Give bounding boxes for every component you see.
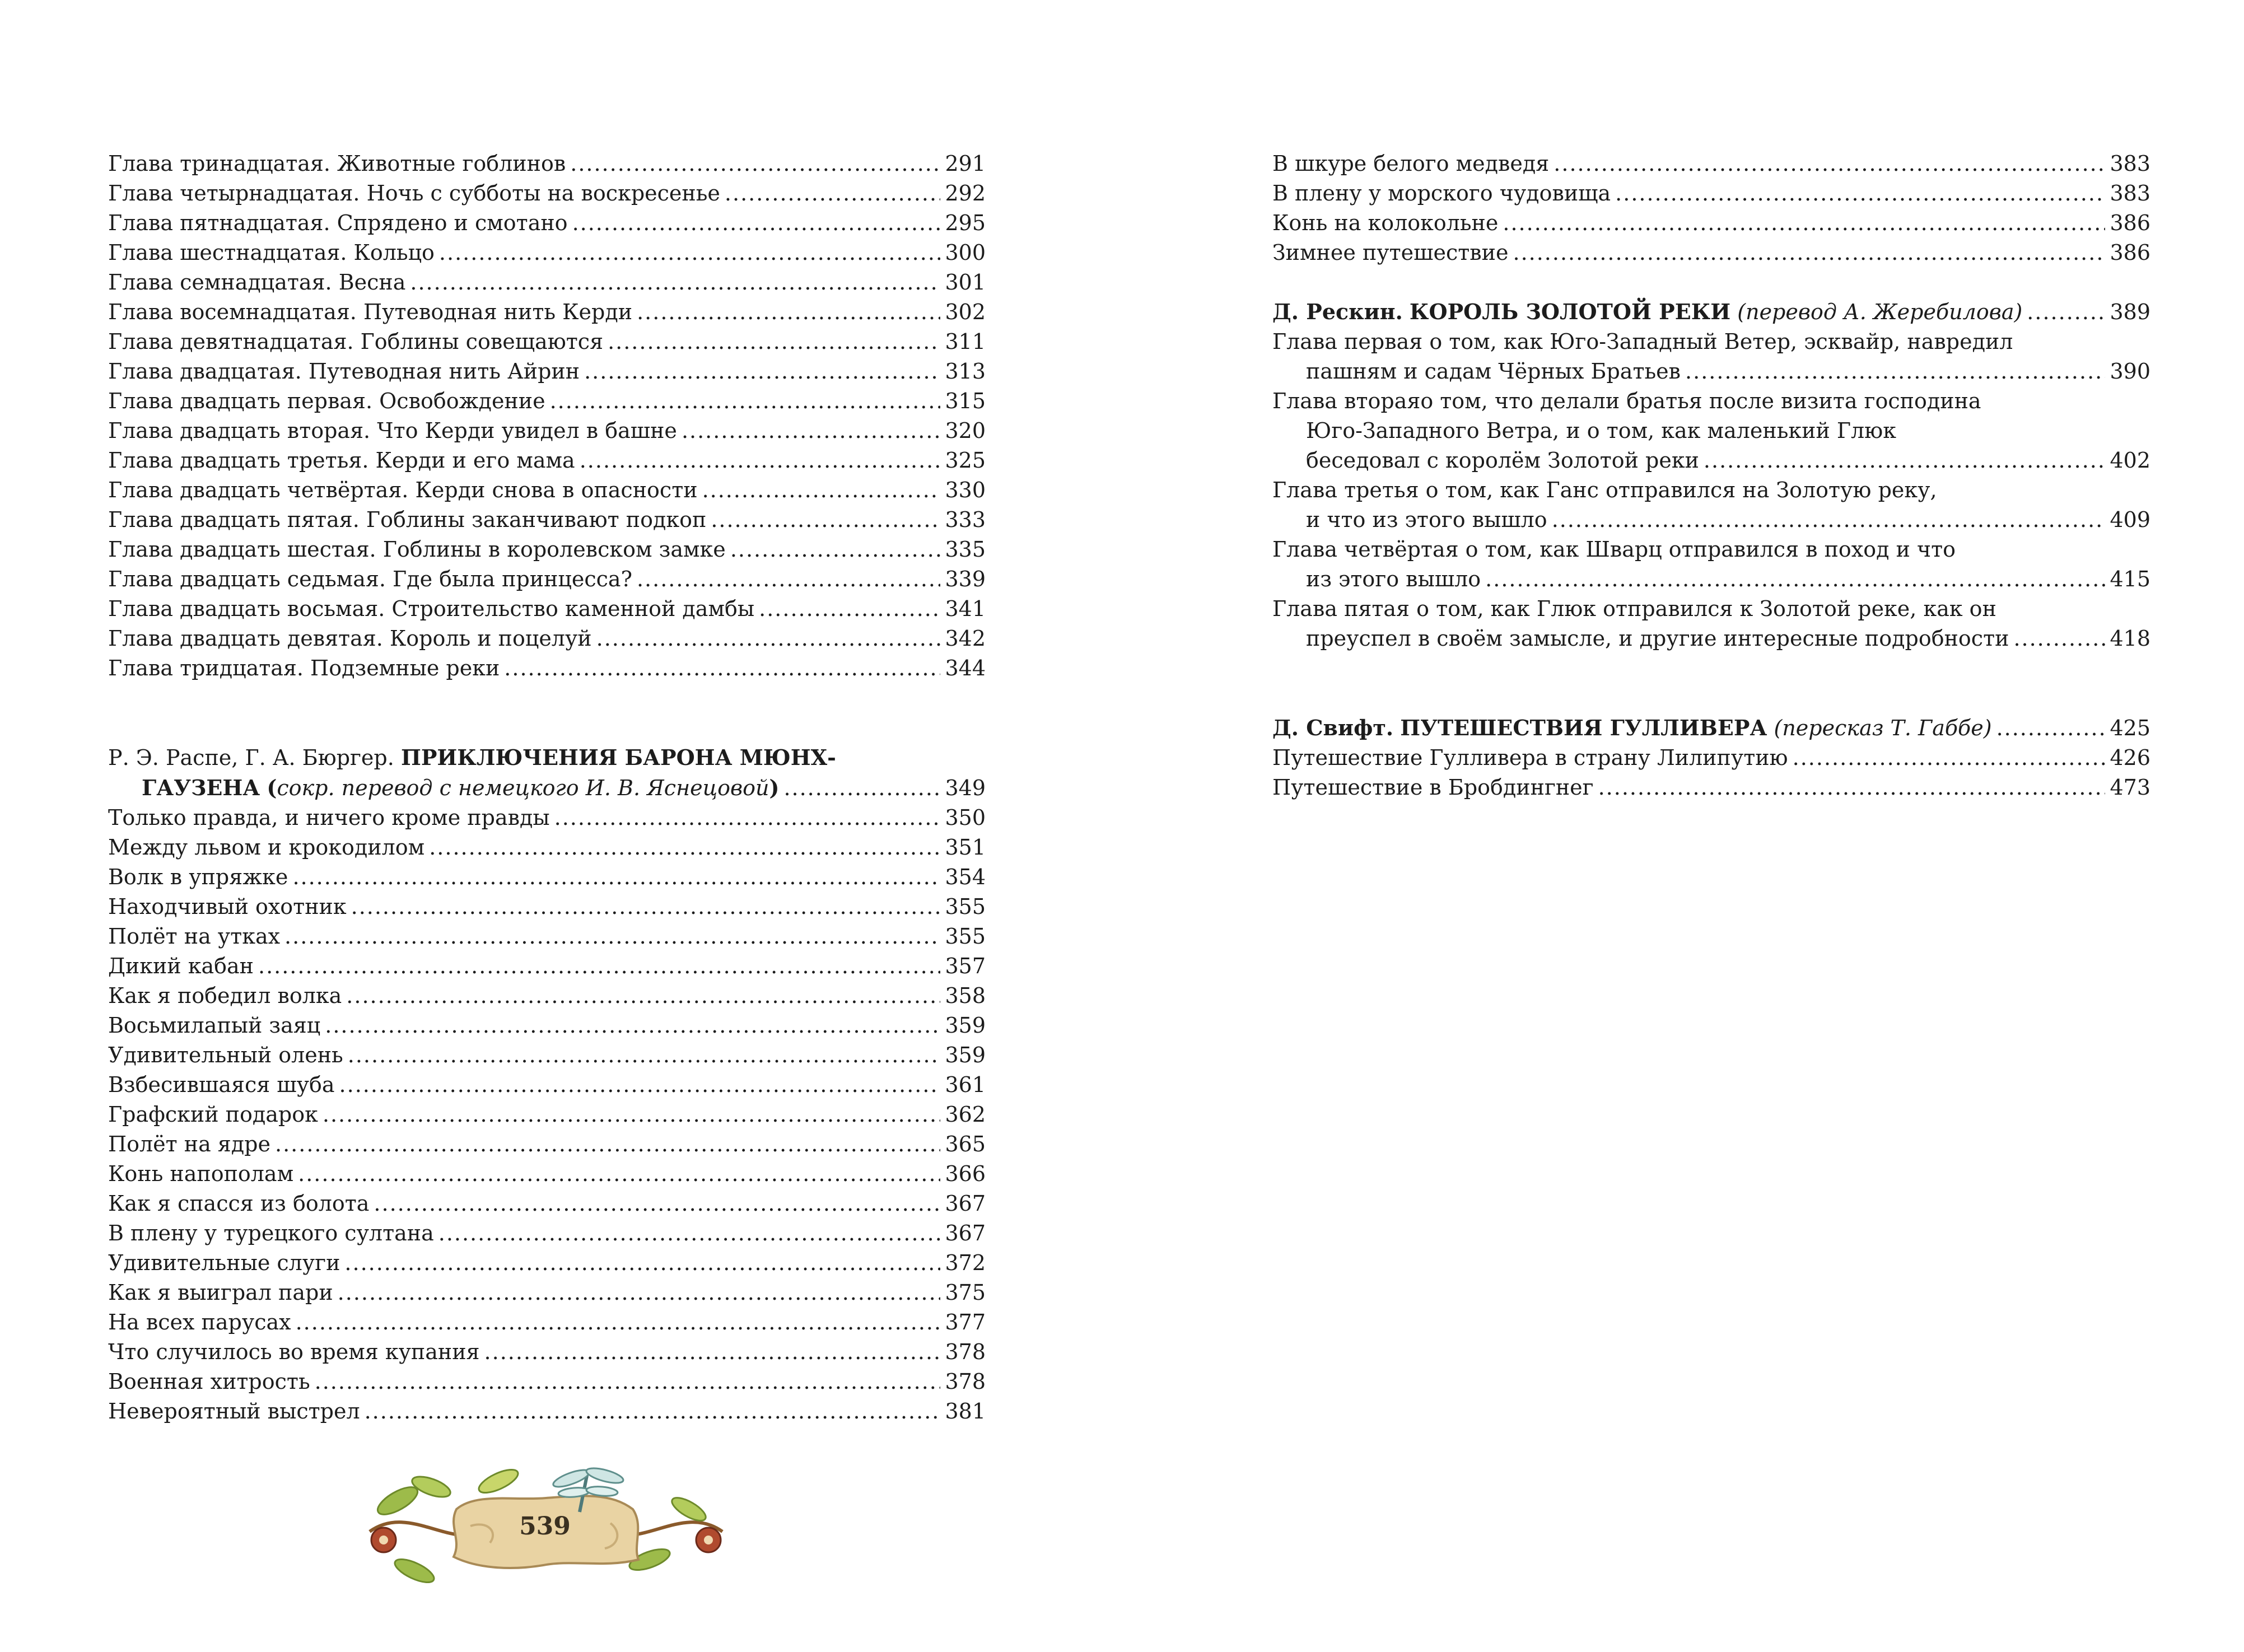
ruskin-ch4-line2 [1272,564,2150,594]
leader-dots [759,594,940,624]
toc-left-column [108,149,986,1426]
toc-entry-title: Удивительный олень [108,1043,343,1067]
toc-entry-page: 375 [945,1280,986,1305]
ruskin-heading [1272,297,2150,327]
toc-entry-title: Глава двадцать вторая. Что Керди увидел в башне [108,418,677,443]
toc-entry [108,833,986,862]
toc-entry-page: 386 [2110,211,2150,235]
toc-entry-title: Только правда, и ничего кроме правды [108,805,550,830]
ruskin-ch2-line1: Глава втораяо том, что делали братья после визита господина [1272,389,1981,413]
toc-entry [108,446,986,475]
toc-entry-page: 350 [945,805,986,830]
toc-entry-page: 378 [945,1340,986,1364]
ruskin-ch4-page: 415 [2110,567,2150,591]
leader-dots [323,1100,941,1130]
ruskin-page: 389 [2110,300,2150,324]
toc-entry-page: 372 [945,1250,986,1275]
toc-entry-title: Между львом и крокодилом [108,835,425,860]
toc-entry [108,1130,986,1159]
toc-entry-title: Глава двадцать девятая. Король и поцелуй [108,626,592,651]
toc-right-column [1272,149,2150,802]
toc-entry-title: Конь напополам [108,1161,294,1186]
toc-entry-title: Военная хитрость [108,1369,310,1394]
munchausen-heading-line1 [108,743,986,773]
berry-seed [704,1536,713,1544]
leader-dots [484,1337,941,1367]
toc-entry [108,981,986,1011]
toc-entry-title: В плену у морского чудовища [1272,181,1611,206]
toc-entry-title: Глава восемнадцатая. Путеводная нить Керди [108,300,633,324]
toc-entry-page: 367 [945,1191,986,1216]
leader-dots [2013,624,2105,654]
ruskin-ch1-line1: Глава первая о том, как Юго-Западный Ветер, эсквайр, навредил [1272,329,2013,354]
toc-entry-page: 300 [945,240,986,265]
toc-entry [108,862,986,892]
leader-dots [1996,713,2106,743]
leader-dots [730,535,941,564]
toc-entry-title: Путешествие Гулливера в страну Лилипутию [1272,745,1788,770]
ruskin-author: Д. Рескин. [1272,299,1403,324]
leader-dots [584,357,940,386]
toc-entry [1272,149,2150,179]
leader-dots [550,386,941,416]
toc-entry [108,1367,986,1397]
ruskin-ch3-line1: Глава третья о том, как Ганс отправился на Золотую реку, [1272,478,1937,502]
toc-entry [108,505,986,535]
toc-entry [108,208,986,238]
toc-entry-title: Глава семнадцатая. Весна [108,270,406,295]
ruskin-ch5-line2 [1272,624,2150,654]
leader-dots [1513,238,2105,268]
toc-entry-title: Как я победил волка [108,983,342,1008]
toc-entry [108,1219,986,1248]
toc-entry-page: 473 [2110,775,2150,800]
toc-entry-page: 302 [945,300,986,324]
leader-dots [596,624,941,654]
toc-entry-page: 313 [945,359,986,384]
leader-dots [365,1397,941,1426]
left-chapter-list [108,149,986,683]
toc-entry-page: 315 [945,389,986,413]
toc-entry [108,922,986,951]
leader-dots [1552,505,2106,535]
leader-dots [504,654,940,683]
ruskin-ch2-line3 [1272,446,2150,475]
leader-dots [1793,743,2106,773]
leader-dots [1485,564,2105,594]
toc-entry-title: Глава четырнадцатая. Ночь с субботы на воскресенье [108,181,720,206]
ruskin-ch5-line1: Глава пятая о том, как Глюк отправился к Золотой реке, как он [1272,596,1996,621]
toc-entry-page: 365 [945,1132,986,1156]
toc-entry-title: Зимнее путешествие [1272,240,1509,265]
toc-entry-page: 359 [945,1043,986,1067]
toc-entry [108,951,986,981]
leader-dots [783,773,940,803]
toc-entry [108,892,986,922]
toc-entry-page: 377 [945,1310,986,1334]
ruskin-ch3-page: 409 [2110,507,2150,532]
swift-heading [1272,713,2150,743]
swift-part-list [1272,743,2150,802]
leader-dots [682,416,941,446]
toc-entry-title: Глава пятнадцатая. Спрядено и смотано [108,211,568,235]
leaf-icon [374,1482,421,1520]
leader-dots [1553,149,2105,179]
toc-entry [108,416,986,446]
toc-entry-title: Полёт на ядре [108,1132,270,1156]
ruskin-ch2-page: 402 [2110,448,2150,473]
toc-entry-title: Что случилось во время купания [108,1340,480,1364]
leader-dots [298,1159,940,1189]
toc-entry [1272,179,2150,208]
toc-entry-page: 342 [945,626,986,651]
toc-entry-title: Невероятный выстрел [108,1399,360,1424]
leader-dots [439,238,941,268]
toc-entry-page: 330 [945,478,986,502]
munchausen-story-list [108,803,986,1426]
ruskin-ch4-line1: Глава четвёртая о том, как Шварц отправился в поход и что [1272,537,1956,562]
toc-entry [108,268,986,297]
leader-dots [344,1248,940,1278]
leader-dots [325,1011,940,1040]
ruskin-ch2-title-end: беседовал с королём Золотой реки [1306,448,1699,473]
toc-entry-title: Удивительные слуги [108,1250,340,1275]
toc-entry [108,1040,986,1070]
leader-dots [374,1189,940,1219]
toc-entry [108,594,986,624]
toc-entry-page: 378 [945,1369,986,1394]
munchausen-title-line2: ГАУЗЕНА [142,775,260,800]
leader-dots [637,297,940,327]
leader-dots [570,149,940,179]
toc-entry-page: 301 [945,270,986,295]
leader-dots [1615,179,2105,208]
ruskin-ch4-title-end: из этого вышло [1306,567,1481,591]
toc-entry [108,654,986,683]
toc-entry-title: Конь на колокольне [1272,211,1499,235]
toc-entry [108,386,986,416]
toc-entry-page: 383 [2110,151,2150,176]
leader-dots [554,803,941,833]
toc-entry-title: Глава двадцать седьмая. Где была принцесса? [108,567,632,591]
toc-entry [108,803,986,833]
toc-entry-title: Глава шестнадцатая. Кольцо [108,240,435,265]
toc-entry [108,1337,986,1367]
berry-seed [379,1536,388,1544]
toc-entry-page: 359 [945,1013,986,1038]
toc-entry-page: 325 [945,448,986,473]
munchausen-authors: Р. Э. Распе, Г. А. Бюргер. [108,745,394,770]
toc-entry [108,179,986,208]
toc-entry-page: 320 [945,418,986,443]
toc-entry-page: 361 [945,1072,986,1097]
leader-dots [637,564,941,594]
toc-entry-page: 381 [945,1399,986,1424]
page-number: 539 [519,1512,571,1541]
toc-entry [108,1159,986,1189]
toc-entry-page: 367 [945,1221,986,1245]
munchausen-close-paren: ) [769,775,780,800]
toc-entry-page: 362 [945,1102,986,1127]
munchausen-note: сокр. перевод с немецкого И. В. Яснецовой [277,776,769,800]
toc-entry-title: Глава девятнадцатая. Гоблины совещаются [108,329,604,354]
toc-entry-title: Глава двадцатая. Путеводная нить Айрин [108,359,580,384]
leader-dots [338,1278,941,1308]
leader-dots [351,892,941,922]
leader-dots [275,1130,940,1159]
toc-entry [108,297,986,327]
leader-dots [1685,357,2105,386]
ruskin-ch5-page: 418 [2110,626,2150,651]
toc-entry [108,1397,986,1426]
toc-entry-page: 335 [945,537,986,562]
toc-entry-page: 355 [945,924,986,949]
toc-entry [108,149,986,179]
leader-dots [284,922,940,951]
leader-dots [292,862,940,892]
toc-entry [108,1278,986,1308]
toc-entry-title: Находчивый охотник [108,894,347,919]
toc-entry-title: Глава двадцать первая. Освобождение [108,389,545,413]
leader-dots [702,475,941,505]
toc-entry [1272,773,2150,802]
toc-entry-title: Глава тринадцатая. Животные гоблинов [108,151,566,176]
ruskin-title: КОРОЛЬ ЗОЛОТОЙ РЕКИ [1409,299,1731,324]
swift-note: (пересказ Т. Габбе) [1774,716,1992,740]
toc-entry-title: Графский подарок [108,1102,318,1127]
toc-entry-title: В шкуре белого медведя [1272,151,1550,176]
toc-entry [108,327,986,357]
leader-dots [608,327,940,357]
toc-entry [108,624,986,654]
toc-entry [108,564,986,594]
toc-entry-page: 355 [945,894,986,919]
leader-dots [315,1367,941,1397]
toc-entry-title: Путешествие в Бробдингнег [1272,775,1594,800]
toc-entry-title: Как я спасся из болота [108,1191,370,1216]
toc-entry [108,475,986,505]
toc-entry-page: 311 [945,329,986,354]
toc-entry-title: Волк в упряжке [108,865,288,889]
leaf-icon [669,1494,709,1525]
toc-entry [108,1248,986,1278]
toc-entry-title: Восьмилапый заяц [108,1013,321,1038]
ruskin-ch1-page: 390 [2110,359,2150,384]
toc-entry-title: На всех парусах [108,1310,291,1334]
swift-page: 425 [2110,716,2150,740]
toc-entry-title: Глава тридцатая. Подземные реки [108,656,500,680]
ruskin-ch1-title-end: пашням и садам Чёрных Братьев [1306,359,1681,384]
toc-entry-page: 351 [945,835,986,860]
toc-entry-page: 366 [945,1161,986,1186]
ruskin-ch1-line2 [1272,357,2150,386]
toc-entry-page: 291 [945,151,986,176]
toc-entry-title: Глава двадцать третья. Керди и его мама [108,448,575,473]
leader-dots [725,179,941,208]
toc-entry [108,1070,986,1100]
ruskin-ch3-line2 [1272,505,2150,535]
toc-entry-title: Взбесившаяся шуба [108,1072,335,1097]
toc-entry [108,1308,986,1337]
toc-entry-title: Глава двадцать восьмая. Строительство каменной дамбы [108,596,755,621]
leader-dots [1503,208,2105,238]
ruskin-note: (перевод А. Жеребилова) [1737,300,2023,324]
toc-entry [108,238,986,268]
leader-dots [711,505,940,535]
toc-entry-title: Полёт на утках [108,924,281,949]
toc-entry [108,1189,986,1219]
toc-entry [108,1011,986,1040]
toc-entry-title: Как я выиграл пари [108,1280,333,1305]
leader-dots [296,1308,941,1337]
toc-entry-page: 295 [945,211,986,235]
leader-dots [258,951,940,981]
leader-dots [429,833,940,862]
munchausen-heading-line2 [108,773,986,803]
toc-entry-page: 333 [945,507,986,532]
toc-entry-page: 426 [2110,745,2150,770]
toc-entry-title: Глава двадцать шестая. Гоблины в королевском замке [108,537,726,562]
leader-dots [572,208,941,238]
ruskin-ch3-title-end: и что из этого вышло [1306,507,1547,532]
swift-author: Д. Свифт. [1272,715,1394,740]
toc-entry [108,535,986,564]
leader-dots [438,1219,941,1248]
ruskin-ch5-title-end: преуспел в своём замысле, и другие интересные подробности [1306,626,2009,651]
ruskin-ch2-line2: Юго-Западного Ветра, и о том, как маленький Глюк [1306,418,1897,443]
toc-entry [1272,208,2150,238]
toc-entry-page: 383 [2110,181,2150,206]
toc-entry-page: 344 [945,656,986,680]
toc-entry-page: 386 [2110,240,2150,265]
toc-entry-page: 354 [945,865,986,889]
leader-dots [348,1040,941,1070]
toc-entry-page: 341 [945,596,986,621]
toc-entry-page: 357 [945,954,986,978]
leader-dots [410,268,940,297]
toc-entry-title: Дикий кабан [108,954,254,978]
toc-entry-page: 358 [945,983,986,1008]
munchausen-open-paren: ( [267,775,277,800]
toc-entry-page: 292 [945,181,986,206]
leader-dots [339,1070,941,1100]
leader-dots [346,981,940,1011]
munchausen-title-line1: ПРИКЛЮЧЕНИЯ БАРОНА МЮНХ- [400,745,836,770]
toc-entry-title: Глава двадцать четвёртая. Керди снова в опасности [108,478,698,502]
toc-entry-title: Глава двадцать пятая. Гоблины заканчивают подкоп [108,507,707,532]
toc-entry-page: 339 [945,567,986,591]
leaf-icon [476,1465,521,1497]
swift-title: ПУТЕШЕСТВИЯ ГУЛЛИВЕРА [1400,715,1767,740]
toc-entry [108,1100,986,1130]
toc-entry [108,357,986,386]
toc-entry-title: В плену у турецкого султана [108,1221,434,1245]
leader-dots [2027,297,2105,327]
munchausen-page: 349 [945,776,986,800]
leader-dots [1598,773,2106,802]
toc-entry [1272,743,2150,773]
leader-dots [580,446,941,475]
leaf-icon [392,1555,437,1586]
toc-entry [1272,238,2150,268]
right-top-list [1272,149,2150,268]
leader-dots [1704,446,2106,475]
